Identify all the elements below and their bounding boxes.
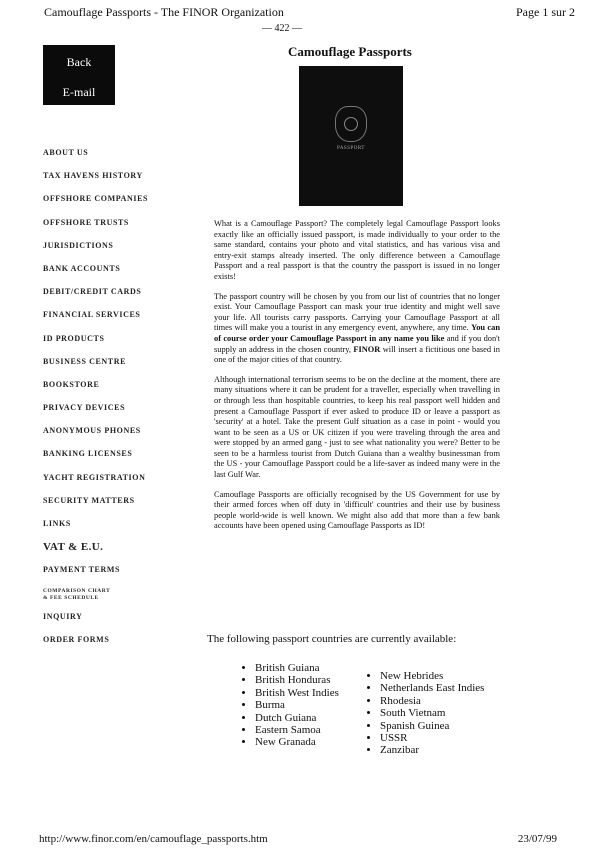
country-item: • New Granada (255, 736, 373, 748)
country-item: • Rhodesia (380, 695, 510, 707)
back-button[interactable]: Back (66, 55, 92, 69)
sidebar-item-bank-accounts[interactable]: BANK ACCOUNTS (43, 263, 121, 273)
countries-list-right (366, 670, 510, 757)
sidebar-item-offshore-trusts[interactable]: OFFSHORE TRUSTS (43, 217, 129, 227)
email-button[interactable]: E-mail (62, 85, 96, 99)
country-item: • New Hebrides (380, 670, 510, 682)
page-indicator: Page 1 sur 2 (516, 5, 575, 19)
paragraph-intro: What is a Camouflage Passport? The completely legal Camouflage Passport looks exactly like an officially issued passport, is made individually to your order to the same standard, contains your photo and vital statistics, and has various visa and entry-exit stamps already inserted. The only difference between a Camouflage Passport and a real passport is that the country the passport is issued in no longer exists! (214, 219, 500, 281)
sidebar-nav (43, 147, 208, 657)
country-item: • Zanzibar (380, 744, 510, 756)
country-item: • South Vietnam (380, 707, 510, 719)
sidebar-item-privacy-devices[interactable]: PRIVACY DEVICES (43, 403, 126, 413)
finor-brand-text: FINOR (353, 344, 381, 354)
sidebar-item-financial-services[interactable]: FINANCIAL SERVICES (43, 310, 141, 320)
sidebar-item-yacht-registration[interactable]: YACHT REGISTRATION (43, 472, 146, 482)
paragraph-country-choice (214, 292, 500, 366)
paragraph-recognition: Camouflage Passports are officially recognised by the US Government for use by their armed forces when off duty in 'difficult' countries and their use by business people world-wide is well known. We might also add that more than a few bank accounts have been opened using Camouflage Passports as ID! (214, 489, 500, 531)
country-item: • Netherlands East Indies (380, 682, 510, 694)
country-item: • British Guiana (255, 662, 373, 674)
country-item: • British Honduras (255, 674, 373, 686)
sidebar-item-order-forms[interactable]: ORDER FORMS (43, 634, 110, 644)
sidebar-item-links[interactable]: LINKS (43, 519, 71, 528)
country-item: • Spanish Guinea (380, 720, 510, 732)
passport-crest-icon (335, 106, 367, 142)
sidebar-item-comparison-chart-label: COMPARISON CHART & FEE SCHEDULE (43, 587, 111, 601)
sidebar-item-about-us[interactable]: ABOUT US (43, 148, 89, 157)
sidebar-item-id-products[interactable]: ID PRODUCTS (43, 333, 105, 343)
sidebar-item-jurisdictions[interactable]: JURISDICTIONS (43, 240, 114, 250)
sidebar-item-debit-credit-cards[interactable]: DEBIT/CREDIT CARDS (43, 287, 142, 297)
paragraph-any-name-emphasis: You can of course order your Camouflage Passport in any name you like (214, 323, 500, 343)
sidebar-item-security-matters[interactable]: SECURITY MATTERS (43, 495, 135, 505)
sidebar-item-tax-havens-history[interactable]: TAX HAVENS HISTORY (43, 171, 143, 181)
paragraph-terrorism: Although international terrorism seems to be on the decline at the moment, there are many situations where it can be prudent for a traveller, especially when travelling in or through less than hospitable countries, to keep his real passport well hidden and present a Camouflage Passport if ever asked to produce ID or leave a passport as 'security' at a hotel. Take the present Gulf situation as a case in point - would you want to be seen as a US or UK citizen if you were traveling through the area and were stopped by an armed gang - just to see what nationality you were? Better to be seen to be a harmless tourist from Dutch Guiana than a wealthy businessman from the US - your Camouflage Passport could be a life-saver as indeed many were in the last Gulf War. (214, 374, 500, 480)
sidebar-item-bookstore[interactable]: BOOKSTORE (43, 379, 100, 389)
article-body (214, 219, 500, 541)
paragraph-country-choice-text: The passport country will be chosen by you from our list of countries that no longer exist. Your Camouflage Passport can mask your true identity and might well save your life. All tourists carry passports. Carrying your Camouflage Passport at all times will make you a tourist in any emergency event, anywhere, any time. (214, 291, 500, 333)
sidebar-item-offshore-companies[interactable]: OFFSHORE COMPANIES (43, 194, 149, 204)
country-item: • USSR (380, 732, 510, 744)
sidebar-item-comparison-chart[interactable] (43, 588, 208, 611)
footer-date: 23/07/99 (517, 833, 557, 845)
passport-image (299, 66, 403, 206)
country-item: • Burma (255, 699, 373, 711)
sidebar-item-banking-licenses[interactable]: BANKING LICENSES (43, 449, 133, 459)
sidebar-item-inquiry[interactable]: INQUIRY (43, 611, 83, 621)
sidebar-item-business-centre[interactable]: BUSINESS CENTRE (43, 356, 127, 366)
page-number: — 422 — (262, 23, 302, 34)
page-title: Camouflage Passports (288, 44, 412, 59)
nav-button-panel (43, 45, 115, 105)
sidebar-item-anonymous-phones[interactable]: ANONYMOUS PHONES (43, 426, 141, 436)
passport-cover-text: PASSPORT (337, 146, 365, 151)
country-item: • British West Indies (255, 687, 373, 699)
paragraph-fictitious-text: will insert a fictitious one based in one of the major cities of that country. (214, 344, 500, 365)
countries-heading: The following passport countries are currently available: (207, 633, 457, 645)
sidebar-item-vat-eu[interactable]: VAT & E.U. (43, 541, 104, 554)
country-item: • Eastern Samoa (255, 724, 373, 736)
footer-url: http://www.finor.com/en/camouflage_passports.htm (39, 833, 268, 845)
country-item: • Dutch Guiana (255, 712, 373, 724)
paragraph-address-text: and if you don't supply an address in the chosen country, (214, 333, 500, 354)
countries-list-left (241, 662, 373, 749)
sidebar-item-payment-terms[interactable]: PAYMENT TERMS (43, 565, 121, 575)
document-title: Camouflage Passports - The FINOR Organization (44, 5, 284, 19)
